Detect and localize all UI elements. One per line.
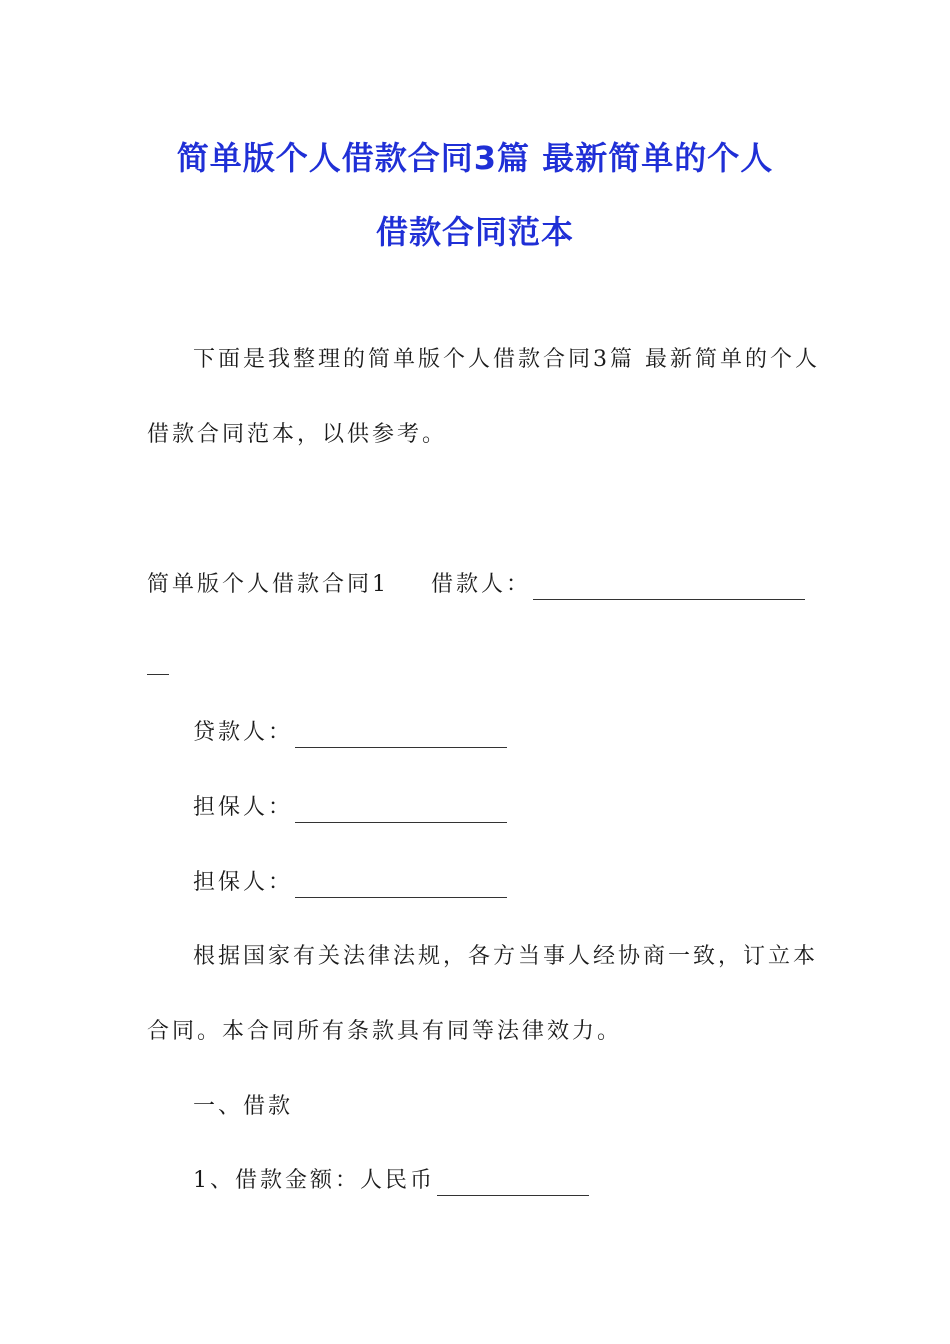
guarantor-blank-line-2 (295, 875, 507, 898)
guarantor-row-2 (193, 868, 507, 898)
borrower-blank-line-continued (147, 652, 169, 675)
clause-loan-amount-row (193, 1166, 589, 1196)
document-title-line-1: 简单版个人借款合同3篇 最新简单的个人 (176, 139, 774, 177)
guarantor-label-2: 担保人： (193, 870, 294, 895)
preamble-line-1: 根据国家有关法律法规，各方当事人经协商一致，订立本 (193, 944, 819, 969)
borrower-label: 借款人： (431, 572, 532, 597)
lender-row (193, 718, 507, 748)
intro-paragraph-line-2: 借款合同范本，以供参考。 (147, 422, 448, 447)
intro-paragraph-line-1: 下面是我整理的简单版个人借款合同3篇 最新简单的个人 (193, 347, 820, 372)
section-heading-loan: 一、借款 (193, 1094, 294, 1119)
lender-blank-line (295, 725, 507, 748)
guarantor-blank-line-1 (295, 800, 507, 823)
document-title-line-2: 借款合同范本 (375, 213, 574, 251)
borrower-blank-continuation (147, 645, 169, 675)
preamble-line-2: 合同。本合同所有条款具有同等法律效力。 (147, 1019, 623, 1044)
clause-loan-amount: 1、借款金额：人民币 (193, 1168, 435, 1193)
loan-amount-blank-line (437, 1173, 589, 1196)
contract-heading: 简单版个人借款合同1 (147, 572, 389, 597)
guarantor-row-1 (193, 793, 507, 823)
borrower-blank-line (533, 577, 805, 600)
guarantor-label-1: 担保人： (193, 795, 294, 820)
contract-heading-row (147, 570, 805, 600)
lender-label: 贷款人： (193, 720, 294, 745)
